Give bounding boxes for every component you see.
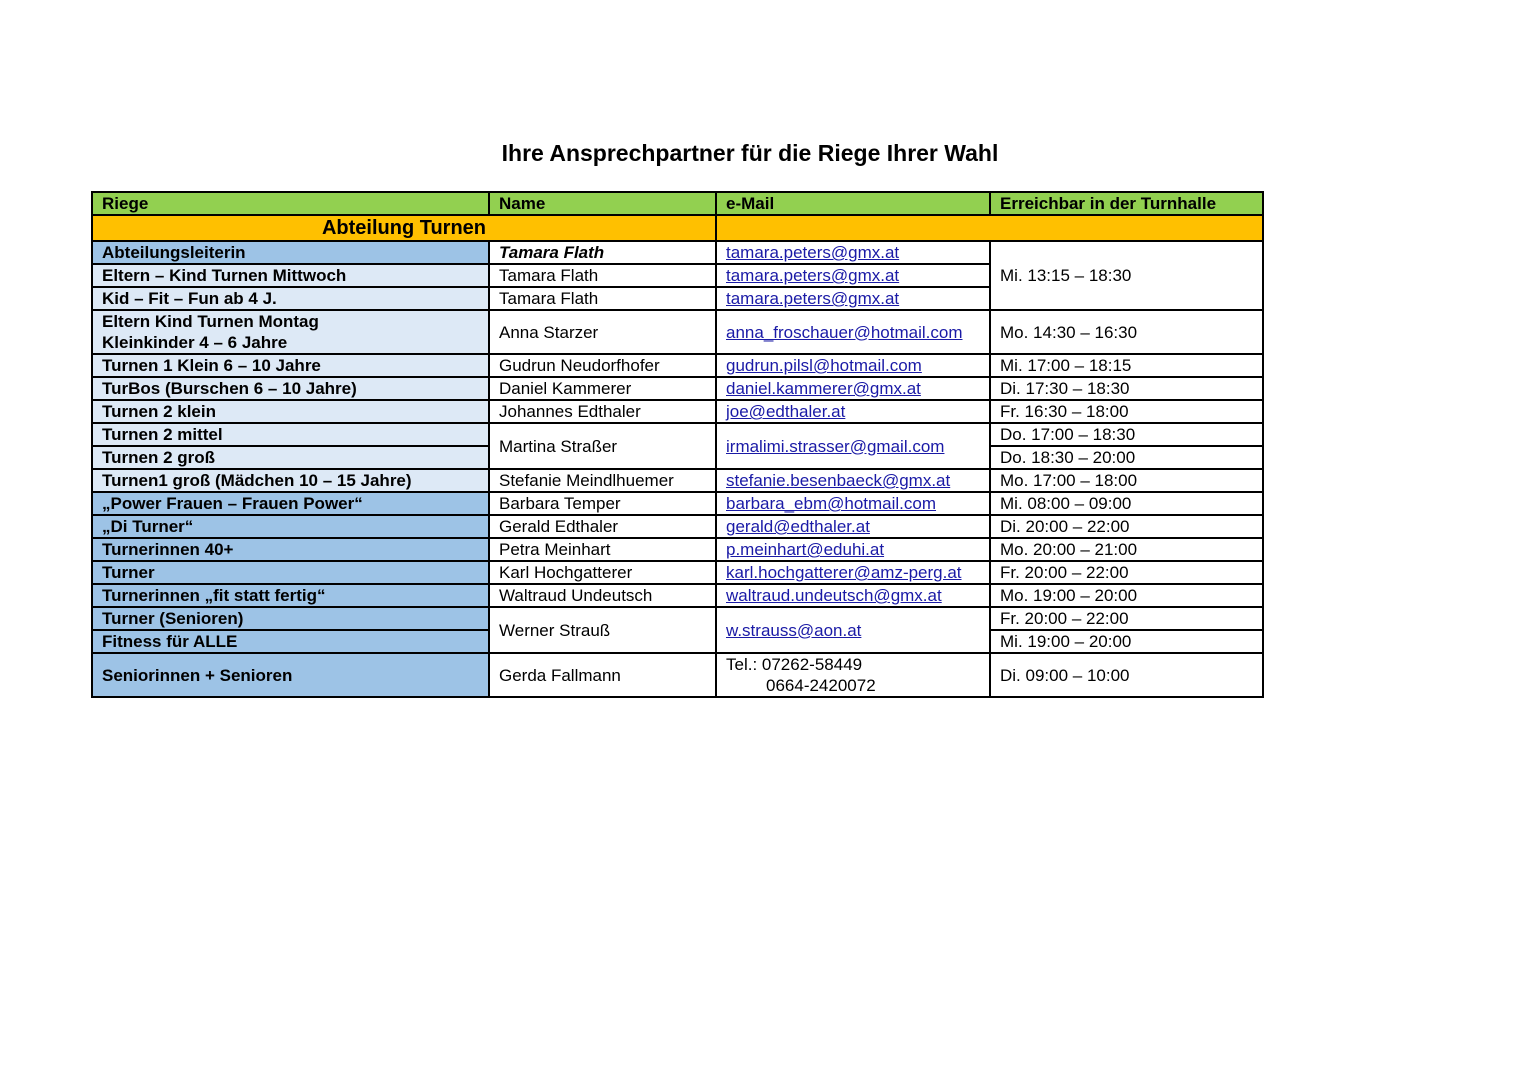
email-link[interactable]: gudrun.pilsl@hotmail.com	[726, 356, 922, 375]
email-cell	[716, 354, 990, 377]
riege-cell: Turnen 2 mittel	[92, 423, 489, 446]
time-cell: Mo. 20:00 – 21:00	[990, 538, 1263, 561]
time-cell: Mo. 14:30 – 16:30	[990, 310, 1263, 354]
header-riege: Riege	[92, 192, 489, 215]
riege-cell: TurBos (Burschen 6 – 10 Jahre)	[92, 377, 489, 400]
name-cell: Tamara Flath	[489, 264, 716, 287]
riege-cell: Turnerinnen 40+	[92, 538, 489, 561]
riege-cell: Abteilungsleiterin	[92, 241, 489, 264]
name-cell: Tamara Flath	[489, 287, 716, 310]
name-cell: Gerald Edthaler	[489, 515, 716, 538]
phone-line: Tel.: 07262-58449	[726, 655, 863, 674]
riege-cell: Turnen 2 klein	[92, 400, 489, 423]
riege-cell: Kid – Fit – Fun ab 4 J.	[92, 287, 489, 310]
table-row	[92, 310, 1263, 354]
email-link[interactable]: tamara.peters@gmx.at	[726, 289, 900, 308]
table-row	[92, 515, 1263, 538]
email-cell	[716, 469, 990, 492]
header-time: Erreichbar in der Turnhalle	[990, 192, 1263, 215]
riege-cell: Turnen 1 Klein 6 – 10 Jahre	[92, 354, 489, 377]
name-cell: Gudrun Neudorfhofer	[489, 354, 716, 377]
department-row	[92, 215, 1263, 241]
time-cell: Di. 17:30 – 18:30	[990, 377, 1263, 400]
name-cell: Waltraud Undeutsch	[489, 584, 716, 607]
name-cell: Petra Meinhart	[489, 538, 716, 561]
riege-cell: „Power Frauen – Frauen Power“	[92, 492, 489, 515]
name-cell: Martina Straßer	[489, 423, 716, 469]
email-cell	[716, 423, 990, 469]
phone-line: 0664-2420072	[766, 676, 876, 695]
email-cell	[716, 287, 990, 310]
time-cell: Do. 18:30 – 20:00	[990, 446, 1263, 469]
name-cell: Gerda Fallmann	[489, 653, 716, 697]
table-row	[92, 492, 1263, 515]
contacts-table	[91, 191, 1264, 698]
table-row	[92, 538, 1263, 561]
name-cell: Stefanie Meindlhuemer	[489, 469, 716, 492]
table-header-row	[92, 192, 1263, 215]
time-cell: Mo. 19:00 – 20:00	[990, 584, 1263, 607]
time-cell: Mi. 19:00 – 20:00	[990, 630, 1263, 653]
email-link[interactable]: stefanie.besenbaeck@gmx.at	[726, 471, 951, 490]
table-row	[92, 354, 1263, 377]
riege-cell: Turnerinnen „fit statt fertig“	[92, 584, 489, 607]
email-link[interactable]: tamara.peters@gmx.at	[726, 243, 900, 262]
time-cell: Fr. 20:00 – 22:00	[990, 607, 1263, 630]
department-filler	[716, 215, 1263, 241]
table-row	[92, 469, 1263, 492]
time-cell: Mi. 17:00 – 18:15	[990, 354, 1263, 377]
email-link[interactable]: gerald@edthaler.at	[726, 517, 870, 536]
department-title: Abteilung Turnen	[92, 215, 716, 241]
time-cell: Fr. 16:30 – 18:00	[990, 400, 1263, 423]
time-cell: Fr. 20:00 – 22:00	[990, 561, 1263, 584]
riege-line: Kleinkinder 4 – 6 Jahre	[102, 333, 288, 352]
time-cell: Do. 17:00 – 18:30	[990, 423, 1263, 446]
email-cell	[716, 377, 990, 400]
time-cell: Di. 09:00 – 10:00	[990, 653, 1263, 697]
name-cell: Daniel Kammerer	[489, 377, 716, 400]
email-link[interactable]: daniel.kammerer@gmx.at	[726, 379, 921, 398]
header-email: e-Mail	[716, 192, 990, 215]
email-cell	[716, 561, 990, 584]
email-link[interactable]: barbara_ebm@hotmail.com	[726, 494, 937, 513]
table-row	[92, 377, 1263, 400]
email-link[interactable]: irmalimi.strasser@gmail.com	[726, 436, 945, 456]
table-row	[92, 607, 1263, 630]
email-link[interactable]: waltraud.undeutsch@gmx.at	[726, 586, 942, 605]
name-cell: Werner Strauß	[489, 607, 716, 653]
name-cell: Tamara Flath	[489, 241, 716, 264]
riege-line: Eltern Kind Turnen Montag	[102, 312, 319, 331]
email-cell	[716, 264, 990, 287]
email-link[interactable]: tamara.peters@gmx.at	[726, 266, 900, 285]
email-link[interactable]: karl.hochgatterer@amz-perg.at	[726, 563, 962, 582]
table-row	[92, 241, 1263, 264]
name-cell: Karl Hochgatterer	[489, 561, 716, 584]
email-cell	[716, 400, 990, 423]
time-cell: Mi. 13:15 – 18:30	[990, 241, 1263, 310]
riege-cell: Turnen1 groß (Mädchen 10 – 15 Jahre)	[92, 469, 489, 492]
table-row	[92, 400, 1263, 423]
table-row	[92, 653, 1263, 697]
riege-cell: Turner	[92, 561, 489, 584]
time-cell: Mo. 17:00 – 18:00	[990, 469, 1263, 492]
time-cell: Mi. 08:00 – 09:00	[990, 492, 1263, 515]
email-cell	[716, 538, 990, 561]
riege-cell: Seniorinnen + Senioren	[92, 653, 489, 697]
table-row	[92, 423, 1263, 446]
email-cell	[716, 310, 990, 354]
email-link[interactable]: w.strauss@aon.at	[726, 620, 862, 640]
page-title: Ihre Ansprechpartner für die Riege Ihrer Wahl	[501, 140, 999, 166]
riege-cell: Eltern – Kind Turnen Mittwoch	[92, 264, 489, 287]
name-cell: Barbara Temper	[489, 492, 716, 515]
email-cell	[716, 492, 990, 515]
riege-cell	[92, 310, 489, 354]
riege-cell: Fitness für ALLE	[92, 630, 489, 653]
time-cell: Di. 20:00 – 22:00	[990, 515, 1263, 538]
email-link[interactable]: joe@edthaler.at	[726, 402, 846, 421]
table-row	[92, 584, 1263, 607]
name-cell: Anna Starzer	[489, 310, 716, 354]
email-link[interactable]: p.meinhart@eduhi.at	[726, 540, 885, 559]
header-name: Name	[489, 192, 716, 215]
email-cell	[716, 515, 990, 538]
riege-cell: Turnen 2 groß	[92, 446, 489, 469]
riege-cell: Turner (Senioren)	[92, 607, 489, 630]
riege-cell: „Di Turner“	[92, 515, 489, 538]
email-link[interactable]: anna_froschauer@hotmail.com	[726, 322, 963, 342]
email-cell	[716, 607, 990, 653]
email-cell	[716, 584, 990, 607]
email-cell	[716, 241, 990, 264]
name-cell: Johannes Edthaler	[489, 400, 716, 423]
table-row	[92, 561, 1263, 584]
phone-cell	[716, 653, 990, 697]
